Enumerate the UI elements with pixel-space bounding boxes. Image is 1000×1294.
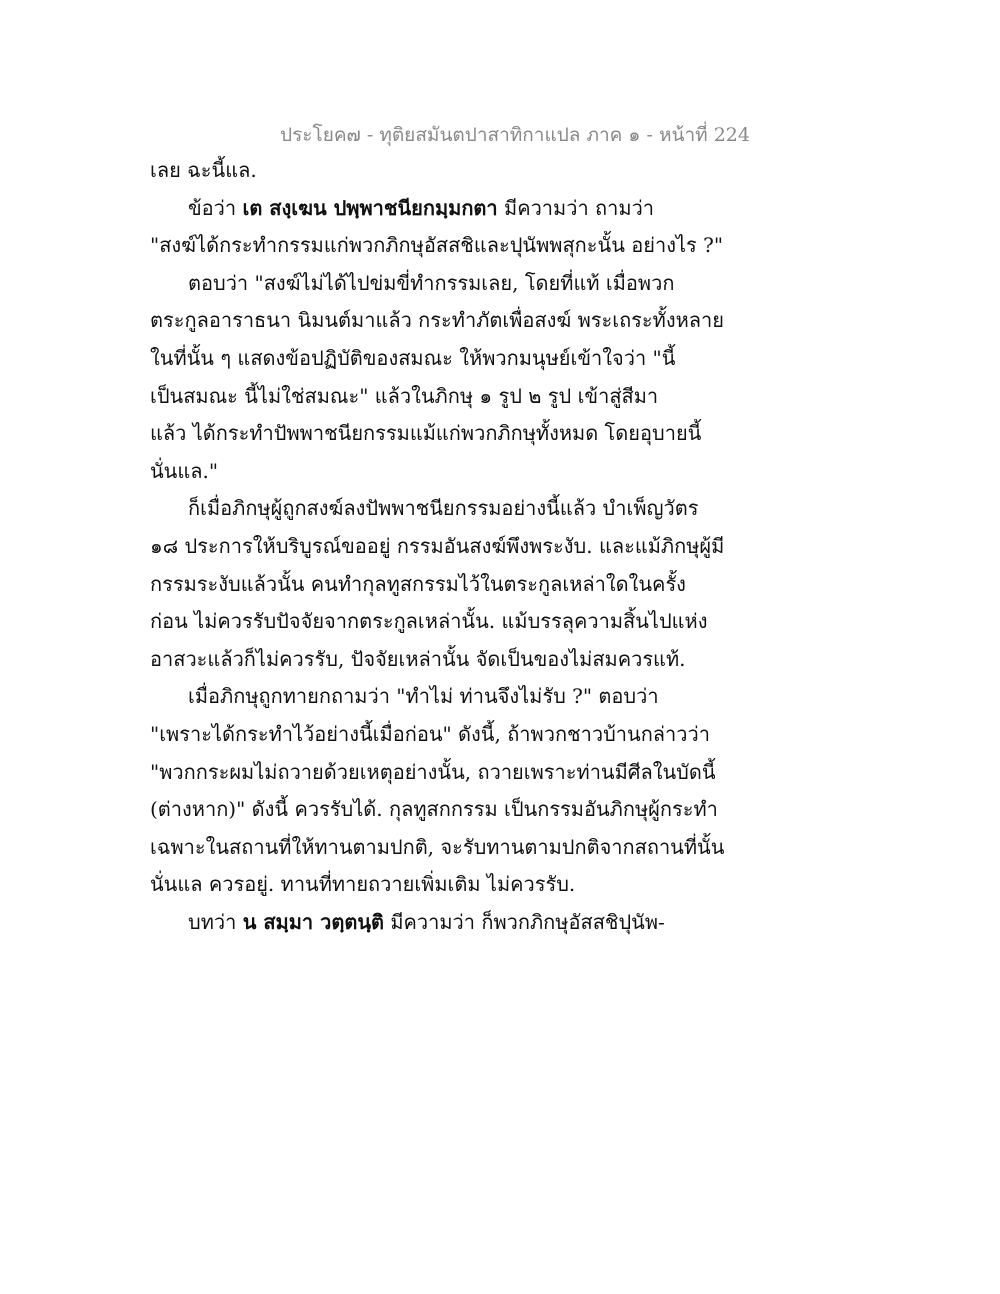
bold-pali-term: น สมฺมา วตฺตนฺติ	[242, 909, 384, 934]
text-segment: แล้ว ได้กระทำปัพพาชนียกรรมแม้แก่พวกภิกษุทั้งหมด โดยอุบายนี้	[150, 421, 702, 446]
text-segment: ก่อน ไม่ควรรับปัจจัยจากตระกูลเหล่านั้น. แม้บรรลุความสิ้นไปแห่ง	[150, 609, 708, 634]
text-segment: อาสวะแล้วก็ไม่ควรรับ, ปัจจัยเหล่านั้น จัดเป็นของไม่สมควรแท้.	[150, 646, 686, 671]
text-line	[150, 340, 870, 378]
text-line	[150, 716, 870, 754]
text-segment: เป็นสมณะ นี้ไม่ใช่สมณะ" แล้วในภิกษุ ๑ รูป ๒ รูป เข้าสู่สีมา	[150, 383, 659, 408]
text-line	[150, 528, 870, 566]
text-segment: ตอบว่า "สงฆ์ไม่ได้ไปข่มขี่ทำกรรมเลย, โดยที่แท้ เมื่อพวก	[188, 270, 675, 295]
text-line	[150, 453, 870, 491]
text-line	[150, 265, 870, 303]
body-text	[150, 152, 870, 941]
text-segment: เฉพาะในสถานที่ให้ทานตามปกติ, จะรับทานตามปกติจากสถานที่นั้น	[150, 834, 725, 859]
text-line	[150, 678, 870, 716]
text-segment: เมื่อภิกษุถูกทายกถามว่า "ทำไม่ ท่านจึงไม่รับ ?" ตอบว่า	[188, 684, 659, 709]
text-segment: มีความว่า ถามว่า	[497, 195, 655, 220]
text-line	[150, 603, 870, 641]
text-line	[150, 415, 870, 453]
text-segment: ๑๘ ประการให้บริบูรณ์ขออยู่ กรรมอันสงฆ์พึงพระงับ. และแม้ภิกษุผู้มี	[150, 533, 725, 558]
text-line	[150, 866, 870, 904]
text-segment: "สงฆ์ได้กระทำกรรมแก่พวกภิกษุอัสสชิและปุนัพพสุกะนั้น อย่างไร ?"	[150, 233, 724, 258]
text-line	[150, 227, 870, 265]
text-line	[150, 490, 870, 528]
text-segment: นั่นแล."	[150, 458, 219, 483]
text-segment: (ต่างหาก)" ดังนี้ ควรรับได้. กุลทูสกกรรม เป็นกรรมอันภิกษุผู้กระทำ	[150, 797, 718, 822]
text-line	[150, 190, 870, 228]
text-line	[150, 566, 870, 604]
text-segment: ก็เมื่อภิกษุผู้ถูกสงฆ์ลงปัพพาชนียกรรมอย่างนี้แล้ว บำเพ็ญวัตร	[188, 496, 699, 521]
text-line	[150, 829, 870, 867]
text-segment: "เพราะได้กระทำไว้อย่างนี้เมื่อก่อน" ดังนี้, ถ้าพวกชาวบ้านกล่าวว่า	[150, 721, 710, 746]
page-header: ประโยค๗ - ทุติยสมันตปาสาทิกาแปล ภาค ๑ - หน้าที่ 224	[280, 124, 750, 146]
text-line	[150, 641, 870, 679]
text-segment: นั่นแล ควรอยู่. ทานที่ทายถวายเพิ่มเติม ไม่ควรรับ.	[150, 872, 576, 897]
text-segment: ตระกูลอาราธนา นิมนต์มาแล้ว กระทำภัตเพื่อสงฆ์ พระเถระทั้งหลาย	[150, 308, 725, 333]
text-line	[150, 904, 870, 942]
text-segment: ในที่นั้น ๆ แสดงข้อปฏิบัติของสมณะ ให้พวกมนุษย์เข้าใจว่า "นี้	[150, 345, 676, 370]
text-segment: เลย ฉะนี้แล.	[150, 158, 257, 182]
text-segment: มีความว่า ก็พวกภิกษุอัสสชิปุนัพ-	[383, 909, 665, 934]
bold-pali-term: เต สงฺเฆน ปพฺพาชนียกมฺมกตา	[242, 195, 498, 220]
text-segment: ข้อว่า	[188, 195, 243, 220]
text-segment: "พวกกระผมไม่ถวายด้วยเหตุอย่างนั้น, ถวายเพราะท่านมีศีลในบัดนี้	[150, 759, 716, 784]
text-line	[150, 302, 870, 340]
text-line	[150, 152, 870, 190]
text-line	[150, 378, 870, 416]
text-segment: กรรมระงับแล้วนั้น คนทำกุลทูสกรรมไว้ในตระกูลเหล่าใดในครั้ง	[150, 571, 686, 596]
text-segment: บทว่า	[188, 909, 243, 934]
text-line	[150, 791, 870, 829]
text-line	[150, 754, 870, 792]
